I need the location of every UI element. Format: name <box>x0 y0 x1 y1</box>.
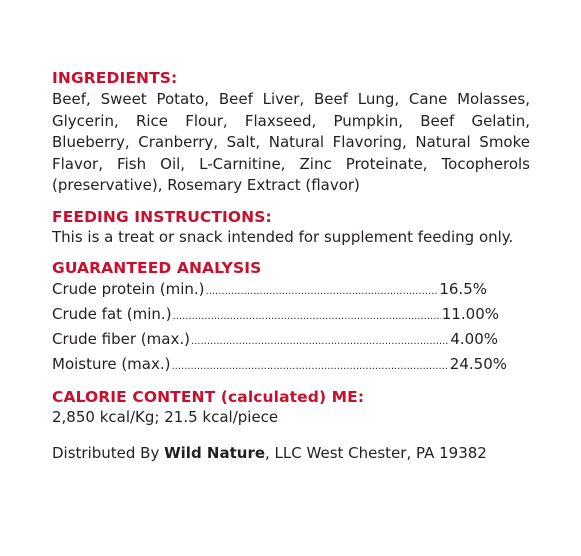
analysis-name: Crude fiber (max.) <box>52 330 190 348</box>
dot-leader <box>191 331 449 353</box>
dot-leader <box>173 306 441 328</box>
ingredients-text: Beef, Sweet Potato, Beef Liver, Beef Lung, Cane Molasses, Glycerin, Rice Flour, Flaxseed, Pumpkin, Beef Gelatin, Blueberry, Cranberry, Salt, Natural Flavoring, Natural Smoke Flavor, Fish Oil, L-Carnitine, Zinc Proteinate, Tocopherols (preservative), Rosemary Extract (flavor) <box>52 90 530 194</box>
calorie-content-section <box>52 387 530 429</box>
analysis-row-moisture <box>52 353 507 378</box>
feeding-instructions-text: This is a treat or snack intended for supplement feeding only. <box>52 227 514 246</box>
analysis-row-crude-fiber <box>52 328 498 353</box>
calorie-content-text: 2,850 kcal/Kg; 21.5 kcal/piece <box>52 408 279 426</box>
analysis-name: Crude protein (min.) <box>52 280 205 298</box>
analysis-name: Crude fat (min.) <box>52 305 172 323</box>
feeding-instructions-section <box>52 207 530 249</box>
guaranteed-analysis-section <box>52 258 530 378</box>
distributor-company: Wild Nature <box>164 443 266 462</box>
dot-leader <box>171 356 448 378</box>
ingredients-section <box>52 68 530 197</box>
distributor-suffix: , LLC West Chester, PA 19382 <box>265 443 487 462</box>
analysis-row-crude-protein <box>52 278 487 303</box>
guaranteed-analysis-heading: GUARANTEED ANALYSIS <box>52 259 262 277</box>
analysis-value: 4.00% <box>450 330 498 348</box>
nutrition-label <box>52 68 530 463</box>
analysis-value: 24.50% <box>449 355 507 373</box>
ingredients-heading: INGREDIENTS: <box>52 69 178 87</box>
calorie-content-heading: CALORIE CONTENT (calculated) ME: <box>52 388 365 406</box>
distributor-line <box>52 443 530 463</box>
dot-leader <box>206 281 439 303</box>
distributor-prefix: Distributed By <box>52 443 165 462</box>
analysis-name: Moisture (max.) <box>52 355 171 373</box>
analysis-value: 11.00% <box>441 305 499 323</box>
analysis-row-crude-fat <box>52 303 499 328</box>
feeding-instructions-heading: FEEDING INSTRUCTIONS: <box>52 207 272 226</box>
analysis-value: 16.5% <box>439 280 487 298</box>
